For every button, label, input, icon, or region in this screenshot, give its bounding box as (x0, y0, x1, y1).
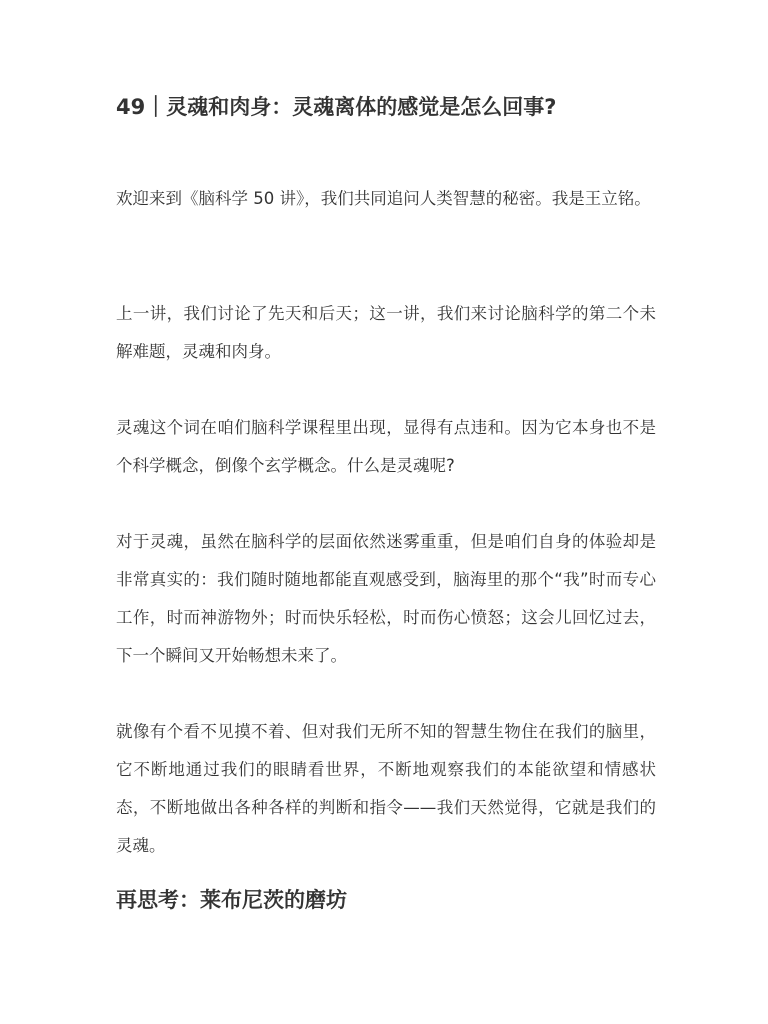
paragraph-soul-experience: 对于灵魂，虽然在脑科学的层面依然迷雾重重，但是咱们自身的体验却是非常真实的：我们随时随地都能直观感受到，脑海里的那个“我”时而专心工作，时而神游物外；时而快乐轻松，时而伤心愤怒；这会儿回忆过去，下一个瞬间又开始畅想未来了。 (116, 532, 656, 665)
paragraph-soul-concept: 灵魂这个词在咱们脑科学课程里出现，显得有点违和。因为它本身也不是个科学概念，倒像个玄学概念。什么是灵魂呢? (116, 418, 656, 475)
article-title: 49｜灵魂和肉身：灵魂离体的感觉是怎么回事? (116, 95, 557, 119)
paragraph-soul-metaphor: 就像有个看不见摸不着、但对我们无所不知的智慧生物住在我们的脑里，它不断地通过我们的眼睛看世界，不断地观察我们的本能欲望和情感状态，不断地做出各种各样的判断和指令——我们天然觉得，它就是我们的灵魂。 (116, 722, 656, 855)
paragraph-topic: 上一讲，我们讨论了先天和后天；这一讲，我们来讨论脑科学的第二个未解难题，灵魂和肉身。 (116, 304, 656, 361)
section-heading: 再思考：莱布尼茨的磨坊 (116, 888, 347, 912)
paragraph-intro: 欢迎来到《脑科学 50 讲》，我们共同追问人类智慧的秘密。我是王立铭。 (116, 189, 651, 208)
